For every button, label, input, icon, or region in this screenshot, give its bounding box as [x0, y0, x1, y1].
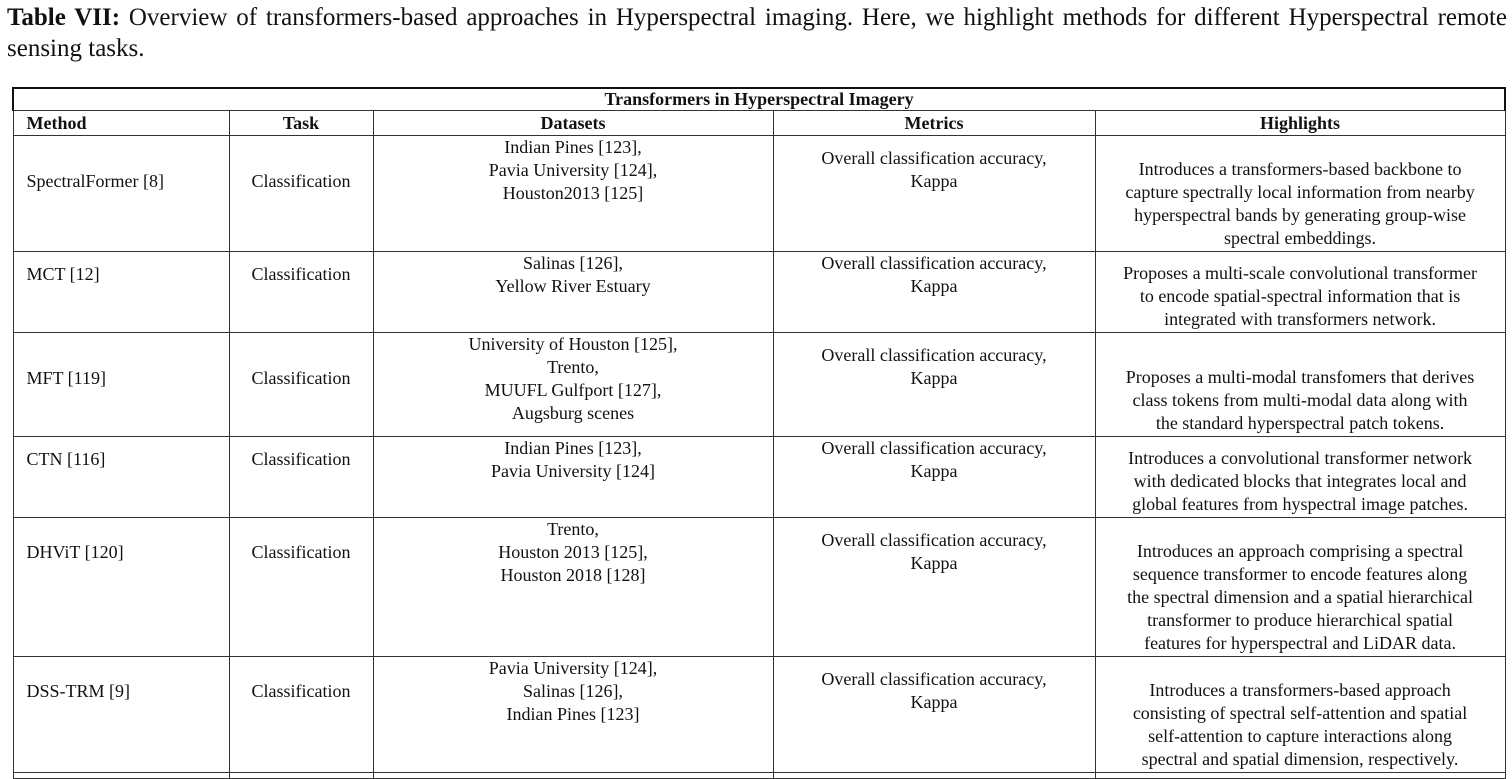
highlight-line: global features from hyspectral image patches.	[1132, 494, 1468, 514]
cell-method: MFT [119]	[13, 333, 229, 437]
cell-method: CTN [116]	[13, 437, 229, 518]
cell-highlights	[1095, 657, 1505, 773]
highlight-line: features for hyperspectral and LiDAR data.	[1144, 633, 1456, 653]
cell-method: SpectralFormer [8]	[13, 136, 229, 252]
dataset-line: Houston2013 [125]	[502, 183, 644, 203]
table-row	[13, 136, 1505, 252]
metric-line: Overall classification accuracy,	[821, 253, 1047, 273]
header-metrics: Metrics	[773, 111, 1095, 136]
highlight-line: sequence transformer to encode features along	[1132, 564, 1468, 584]
dataset-line: Indian Pines [123]	[506, 704, 640, 724]
cell-datasets	[373, 136, 773, 252]
cell-metrics	[773, 252, 1095, 333]
cell-metrics	[773, 657, 1095, 773]
highlight-line: Proposes a multi-modal transfomers that derives	[1125, 367, 1475, 387]
highlight-line: the standard hyperspectral patch tokens.	[1155, 413, 1445, 433]
metric-line: Kappa	[910, 276, 958, 296]
dataset-line: Yellow River Estuary	[495, 276, 651, 296]
cell-task: Classification	[229, 657, 373, 773]
dataset-line: Trento,	[547, 519, 599, 539]
dataset-line: Indian Pines [123],	[504, 137, 642, 157]
dataset-line: Houston 2013 [125],	[498, 542, 648, 562]
dataset-line: Pavia University [124],	[488, 658, 658, 678]
highlight-line: with dedicated blocks that integrates local and	[1133, 471, 1467, 491]
metric-line: Kappa	[910, 461, 958, 481]
table-row	[13, 252, 1505, 333]
cell-highlights	[1095, 437, 1505, 518]
dataset-line: Pavia University [124],	[488, 160, 658, 180]
table-body	[13, 136, 1505, 779]
cell-metrics	[773, 518, 1095, 657]
dataset-line: Augsburg scenes	[511, 403, 635, 423]
highlight-line: Proposes a multi-scale convolutional transformer	[1123, 263, 1477, 283]
caption-text: Overview of transformers-based approaches in Hyperspectral imaging. Here, we highlight methods for different Hyperspectral remote sensing tasks.	[7, 4, 1507, 62]
cell-method: MCT [12]	[13, 252, 229, 333]
highlight-line: Introduces a convolutional transformer network	[1128, 448, 1472, 468]
highlight-line: class tokens from multi-modal data along with	[1132, 390, 1468, 410]
cell-task: Classification	[229, 333, 373, 437]
highlight-line: Introduces a transformers-based backbone to	[1138, 159, 1462, 179]
table-row	[13, 657, 1505, 773]
dataset-line: Houston 2018 [128]	[500, 565, 646, 585]
cell-metrics	[773, 136, 1095, 252]
cell-task: Classification	[229, 437, 373, 518]
highlight-line: the spectral dimension and a spatial hierarchical	[1127, 587, 1473, 607]
caption-label: Table VII:	[7, 4, 121, 31]
dataset-line: MUUFL Gulfport [127],	[484, 380, 662, 400]
highlight-line: spectral embeddings.	[1224, 228, 1376, 248]
metric-line: Overall classification accuracy,	[821, 345, 1047, 365]
metric-line: Overall classification accuracy,	[821, 148, 1047, 168]
cell-datasets	[373, 333, 773, 437]
cell-datasets	[373, 252, 773, 333]
dataset-line: University of Houston [125],	[468, 334, 678, 354]
header-datasets: Datasets	[373, 111, 773, 136]
highlight-line: Introduces an approach comprising a spectral	[1136, 541, 1464, 561]
table-title: Transformers in Hyperspectral Imagery	[13, 88, 1505, 111]
table-caption	[7, 2, 1507, 64]
highlight-line: hyperspectral bands by generating group-wise	[1134, 205, 1466, 225]
table-row	[13, 518, 1505, 657]
highlight-line: consisting of spectral self-attention and spatial	[1132, 703, 1468, 723]
cell-method: DSS-TRM [9]	[13, 657, 229, 773]
cell-datasets	[373, 657, 773, 773]
cell-highlights	[1095, 518, 1505, 657]
cell-method: DHViT [120]	[13, 518, 229, 657]
cell-highlights	[1095, 252, 1505, 333]
metric-line: Kappa	[910, 368, 958, 388]
dataset-line: Salinas [126],	[523, 681, 623, 701]
transformers-table	[12, 87, 1504, 779]
cell-task: Classification	[229, 252, 373, 333]
highlight-line: self-attention to capture interactions along	[1148, 726, 1452, 746]
table-row	[13, 437, 1505, 518]
metric-line: Overall classification accuracy,	[821, 669, 1047, 689]
cell-highlights	[1095, 136, 1505, 252]
cell-highlights	[1095, 333, 1505, 437]
table-row	[13, 333, 1505, 437]
cell-datasets	[373, 437, 773, 518]
metric-line: Overall classification accuracy,	[821, 438, 1047, 458]
metric-line: Kappa	[910, 171, 958, 191]
dataset-line: Trento,	[547, 357, 599, 377]
cell-task: Classification	[229, 136, 373, 252]
highlight-line: to encode spatial-spectral information that is	[1139, 286, 1461, 306]
cell-metrics	[773, 437, 1095, 518]
cell-datasets	[373, 518, 773, 657]
header-method: Method	[13, 111, 229, 136]
highlight-line: spectral and spatial dimension, respectively.	[1141, 749, 1459, 769]
metric-line: Kappa	[910, 692, 958, 712]
metric-line: Kappa	[910, 553, 958, 573]
cell-metrics	[773, 333, 1095, 437]
highlight-line: Introduces a transformers-based approach	[1149, 680, 1451, 700]
highlight-line: transformer to produce hierarchical spatial	[1147, 610, 1453, 630]
table-header-row	[13, 111, 1505, 136]
highlight-line: integrated with transformers network.	[1164, 309, 1436, 329]
metric-line: Overall classification accuracy,	[821, 530, 1047, 550]
highlight-line: capture spectrally local information from nearby	[1125, 182, 1475, 202]
dataset-line: Pavia University [124]	[491, 461, 655, 481]
dataset-line: Salinas [126],	[523, 253, 623, 273]
dataset-line: Indian Pines [123],	[504, 438, 642, 458]
header-highlights: Highlights	[1095, 111, 1505, 136]
header-task: Task	[229, 111, 373, 136]
cell-task: Classification	[229, 518, 373, 657]
